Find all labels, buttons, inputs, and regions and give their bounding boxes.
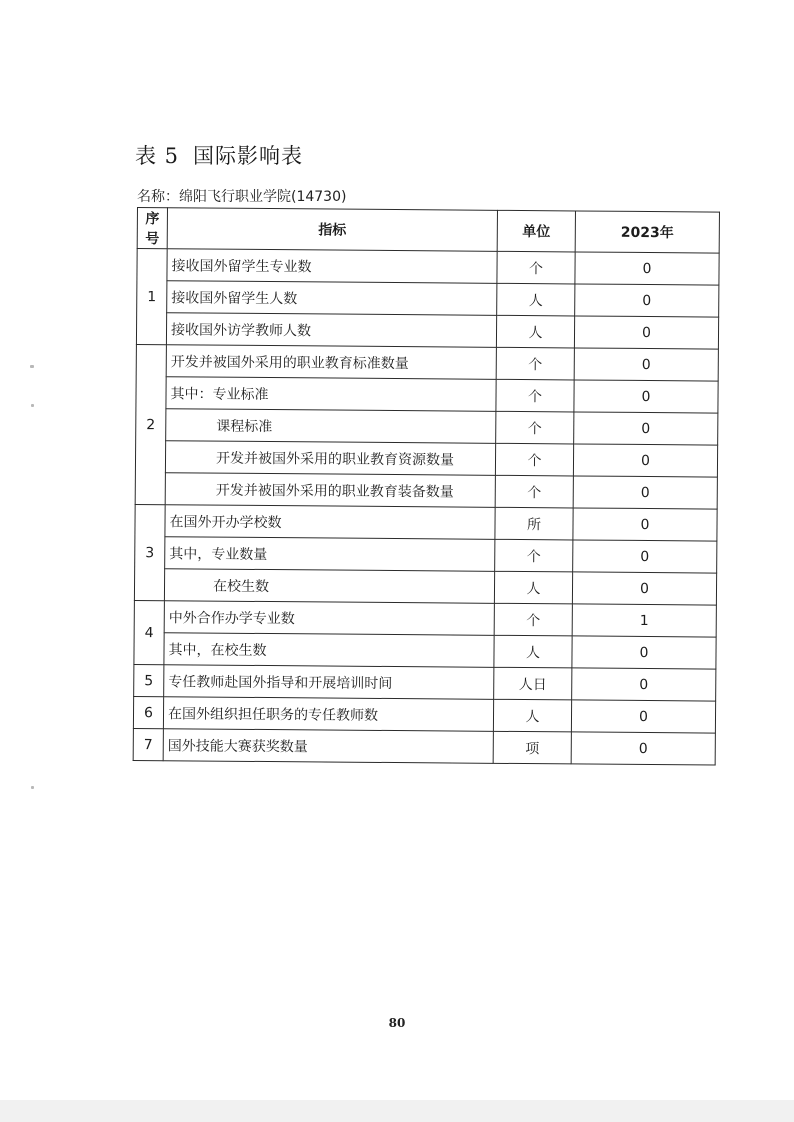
- indicator-cell: 课程标准: [166, 409, 496, 444]
- table-row: [134, 600, 716, 637]
- seq-cell: 3: [134, 504, 165, 600]
- seq-cell: 1: [136, 249, 167, 345]
- table-title: [135, 140, 303, 170]
- value-cell: 0: [573, 444, 717, 477]
- table-row: [133, 696, 715, 733]
- indicator-cell: 开发并被国外采用的职业教育标准数量: [166, 345, 496, 380]
- unit-cell: 个: [495, 475, 573, 508]
- page-number: 80: [388, 1016, 406, 1030]
- unit-cell: 所: [495, 507, 573, 540]
- value-cell: 0: [575, 284, 719, 317]
- scan-speck: [31, 786, 34, 789]
- unit-cell: 人: [494, 571, 572, 604]
- table-row: [136, 313, 718, 350]
- table-number: 表 5: [135, 144, 180, 168]
- value-cell: 0: [574, 412, 718, 445]
- unit-cell: 个: [497, 251, 575, 284]
- unit-cell: 项: [493, 731, 571, 764]
- indicator-cell: 开发并被国外采用的职业教育资源数量: [165, 441, 495, 476]
- indicator-cell: 中外合作办学专业数: [164, 601, 494, 636]
- value-cell: 0: [572, 668, 716, 701]
- value-cell: 0: [575, 252, 719, 285]
- indicator-cell: 国外技能大赛获奖数量: [163, 729, 493, 764]
- unit-cell: 个: [494, 603, 572, 636]
- unit-cell: 个: [496, 379, 574, 412]
- table-row: [135, 440, 717, 477]
- international-influence-table: [133, 207, 720, 766]
- seq-cell: 6: [133, 696, 163, 728]
- indicator-cell: 专任教师赴国外指导和开展培训时间: [164, 665, 494, 700]
- table-row: [137, 249, 719, 286]
- indicator-cell: 接收国外留学生专业数: [167, 249, 497, 284]
- indicator-cell: 其中，在校生数: [164, 633, 494, 668]
- header-indicator: 指标: [167, 208, 497, 252]
- table-row: [137, 281, 719, 318]
- value-cell: 0: [574, 316, 718, 349]
- table-row: [136, 376, 718, 413]
- value-cell: 0: [571, 732, 715, 765]
- seq-cell: 5: [134, 664, 164, 696]
- value-cell: 0: [573, 476, 717, 509]
- indicator-cell: 开发并被国外采用的职业教育装备数量: [165, 473, 495, 508]
- table-row: [136, 344, 718, 381]
- indicator-cell: 接收国外访学教师人数: [166, 313, 496, 348]
- unit-cell: 人: [494, 635, 572, 668]
- value-cell: 1: [572, 604, 716, 637]
- header-seq: 序号: [137, 208, 167, 249]
- unit-cell: 人: [496, 315, 574, 348]
- table-row: [134, 664, 716, 701]
- scan-speck: [30, 365, 34, 368]
- value-cell: 0: [572, 572, 716, 605]
- table-name: 国际影响表: [193, 144, 304, 168]
- unit-cell: 个: [496, 347, 574, 380]
- unit-cell: 人日: [494, 667, 572, 700]
- table-row: [135, 504, 717, 541]
- header-row: [137, 208, 719, 254]
- seq-cell: 2: [135, 344, 166, 504]
- scan-speck: [31, 404, 34, 407]
- value-cell: 0: [573, 540, 717, 573]
- indicator-cell: 其中：专业标准: [166, 377, 496, 412]
- header-year: 2023年: [575, 211, 719, 253]
- header-unit: 单位: [497, 210, 575, 252]
- indicator-cell: 其中，专业数量: [165, 537, 495, 572]
- value-cell: 0: [573, 508, 717, 541]
- table-row: [135, 472, 717, 509]
- table-row: [135, 536, 717, 573]
- unit-cell: 人: [493, 699, 571, 732]
- value-cell: 0: [574, 348, 718, 381]
- unit-cell: 个: [496, 411, 574, 444]
- indicator-cell: 在国外开办学校数: [165, 505, 495, 540]
- institution-name: 名称：绵阳飞行职业学院(14730): [137, 189, 347, 205]
- indicator-cell: 在校生数: [164, 569, 494, 604]
- scan-border: [0, 1100, 794, 1122]
- table-row: [136, 408, 718, 445]
- table-row: [133, 728, 715, 765]
- unit-cell: 个: [495, 443, 573, 476]
- table-row: [134, 568, 716, 605]
- value-cell: 0: [574, 380, 718, 413]
- unit-cell: 个: [495, 539, 573, 572]
- seq-cell: 7: [133, 728, 163, 760]
- unit-cell: 人: [497, 283, 575, 316]
- value-cell: 0: [572, 636, 716, 669]
- indicator-cell: 在国外组织担任职务的专任教师数: [163, 697, 493, 732]
- seq-cell: 4: [134, 600, 165, 664]
- value-cell: 0: [571, 700, 715, 733]
- table-row: [134, 632, 716, 669]
- indicator-cell: 接收国外留学生人数: [167, 281, 497, 316]
